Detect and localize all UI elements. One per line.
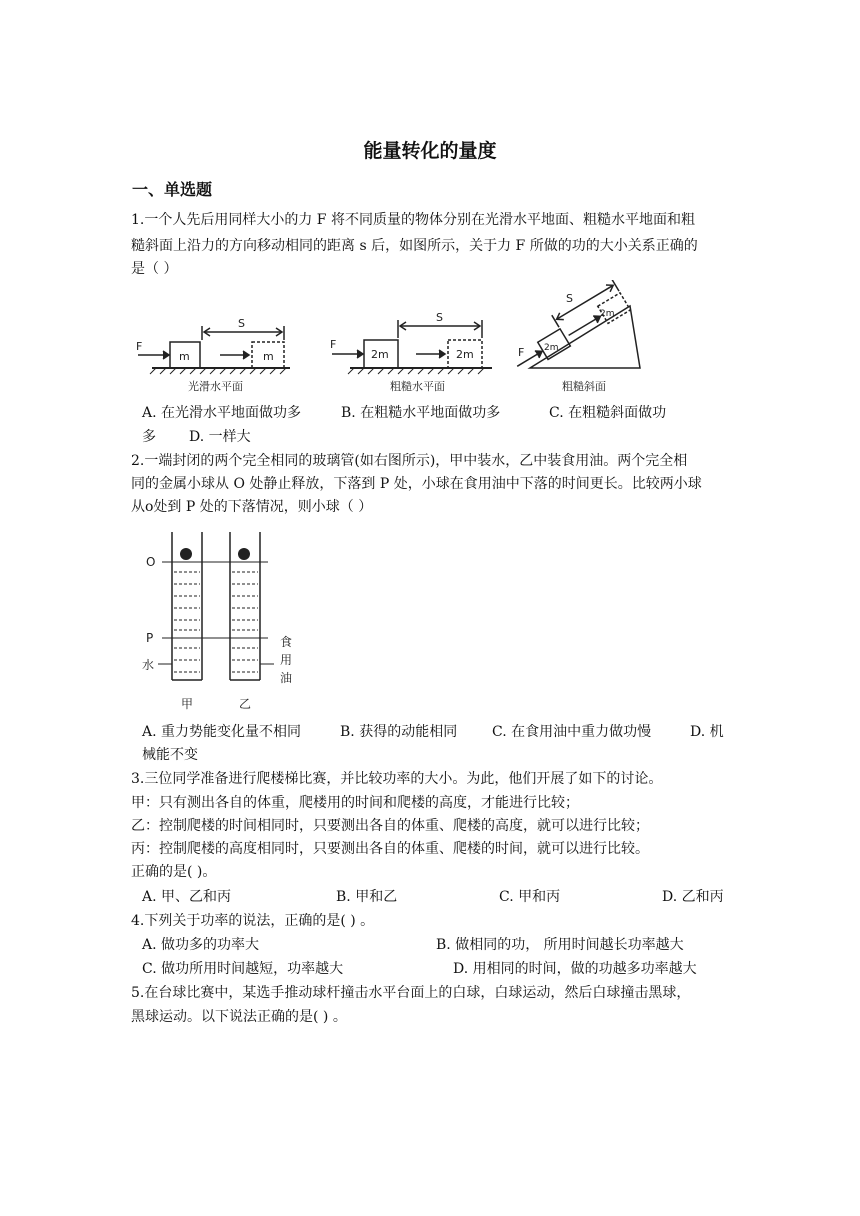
option-c: C. 甲和丙	[499, 889, 561, 905]
question-text-line: 正确的是( )。	[131, 864, 217, 880]
option-b: B. 在粗糙水平地面做功多	[341, 405, 501, 421]
question-text-line: 4.下列关于功率的说法，正确的是( ) 。	[131, 913, 375, 929]
question-text-line: 3.三位同学准备进行爬楼梯比赛，并比较功率的大小。为此，他们开展了如下的讨论。	[131, 771, 663, 787]
option-c: C. 在食用油中重力做功慢	[492, 724, 652, 740]
option-c: C. 做功所用时间越短，功率越大	[142, 961, 344, 977]
question-text-line: 从o处到 P 处的下落情况，则小球（ ）	[131, 499, 373, 515]
option-a: A. 在光滑水平地面做功多	[142, 405, 302, 421]
oil-label: 油	[280, 671, 293, 685]
distance-label: S	[436, 311, 443, 324]
force-label: F	[136, 340, 143, 353]
tube-jia-label: 甲	[181, 697, 194, 711]
force-label: F	[518, 346, 525, 359]
option-d: D. 乙和丙	[662, 889, 724, 905]
mass-label: m	[179, 350, 190, 363]
option-d-continued: 械能不变	[142, 747, 198, 763]
mass-label: 2m	[371, 348, 389, 361]
mass-label: 2m	[456, 348, 474, 361]
water-label: 水	[142, 658, 155, 672]
point-o-label: O	[146, 555, 156, 569]
question-text-line: 黑球运动。以下说法正确的是( ) 。	[131, 1009, 347, 1025]
mass-label: 2m	[544, 343, 559, 353]
question-text-line: 是（ ）	[131, 261, 178, 277]
question-text-line: 1.一个人先后用同样大小的力 F 将不同质量的物体分别在光滑水平地面、粗糙水平地面和粗	[131, 212, 695, 228]
metal-ball	[180, 548, 192, 560]
option-d: D. 一样大	[189, 429, 251, 445]
option-d: D. 机	[690, 724, 724, 740]
mass-label: 2m	[600, 309, 615, 319]
caption-smooth-plane: 光滑水平面	[188, 380, 243, 393]
metal-ball	[238, 548, 250, 560]
oil-label: 用	[280, 653, 293, 667]
question-text-line: 同的金属小球从 O 处静止释放，下落到 P 处，小球在食用油中下落的时间更长。比较两小球	[131, 476, 702, 492]
tube-yi-label: 乙	[239, 697, 252, 711]
page-title: 能量转化的量度	[363, 140, 497, 162]
distance-label: S	[238, 317, 245, 330]
distance-label: S	[566, 292, 573, 305]
option-a: A. 甲、乙和丙	[142, 889, 232, 905]
question-text-line: 糙斜面上沿力的方向移动相同的距离 s 后，如图所示，关于力 F 所做的功的大小关系正确的	[131, 238, 698, 254]
force-label: F	[330, 338, 337, 351]
option-b: B. 获得的动能相同	[340, 724, 458, 740]
mass-label: m	[263, 350, 274, 363]
question-text-line: 5.在台球比赛中，某选手推动球杆撞击水平台面上的白球，白球运动，然后白球撞击黑球，	[131, 985, 691, 1001]
oil-label: 食	[280, 635, 293, 649]
caption-rough-incline: 粗糙斜面	[562, 380, 606, 393]
option-c-continued: 多	[142, 429, 156, 445]
question-text-line: 乙：控制爬楼的时间相同时，只要测出各自的体重、爬楼的高度，就可以进行比较；	[131, 818, 649, 834]
section-heading: 一、单选题	[132, 180, 213, 199]
caption-rough-plane: 粗糙水平面	[390, 380, 445, 393]
option-d: D. 用相同的时间，做的功越多功率越大	[453, 961, 697, 977]
q2-figure	[140, 530, 310, 715]
question-text-line: 2.一端封闭的两个完全相同的玻璃管(如右图所示)，甲中装水，乙中装食用油。两个完全相	[131, 453, 688, 469]
option-a: A. 重力势能变化量不相同	[142, 724, 302, 740]
question-text-line: 丙：控制爬楼的高度相同时，只要测出各自的体重、爬楼的时间，就可以进行比较。	[131, 841, 649, 857]
option-b: B. 甲和乙	[336, 889, 398, 905]
question-text-line: 甲：只有测出各自的体重，爬楼用的时间和爬楼的高度，才能进行比较；	[131, 795, 579, 811]
option-a: A. 做功多的功率大	[142, 937, 260, 953]
point-p-label: P	[146, 631, 154, 645]
option-b: B. 做相同的功， 所用时间越长功率越大	[436, 937, 684, 953]
q1-figure	[130, 280, 650, 400]
option-c: C. 在粗糙斜面做功	[549, 405, 667, 421]
